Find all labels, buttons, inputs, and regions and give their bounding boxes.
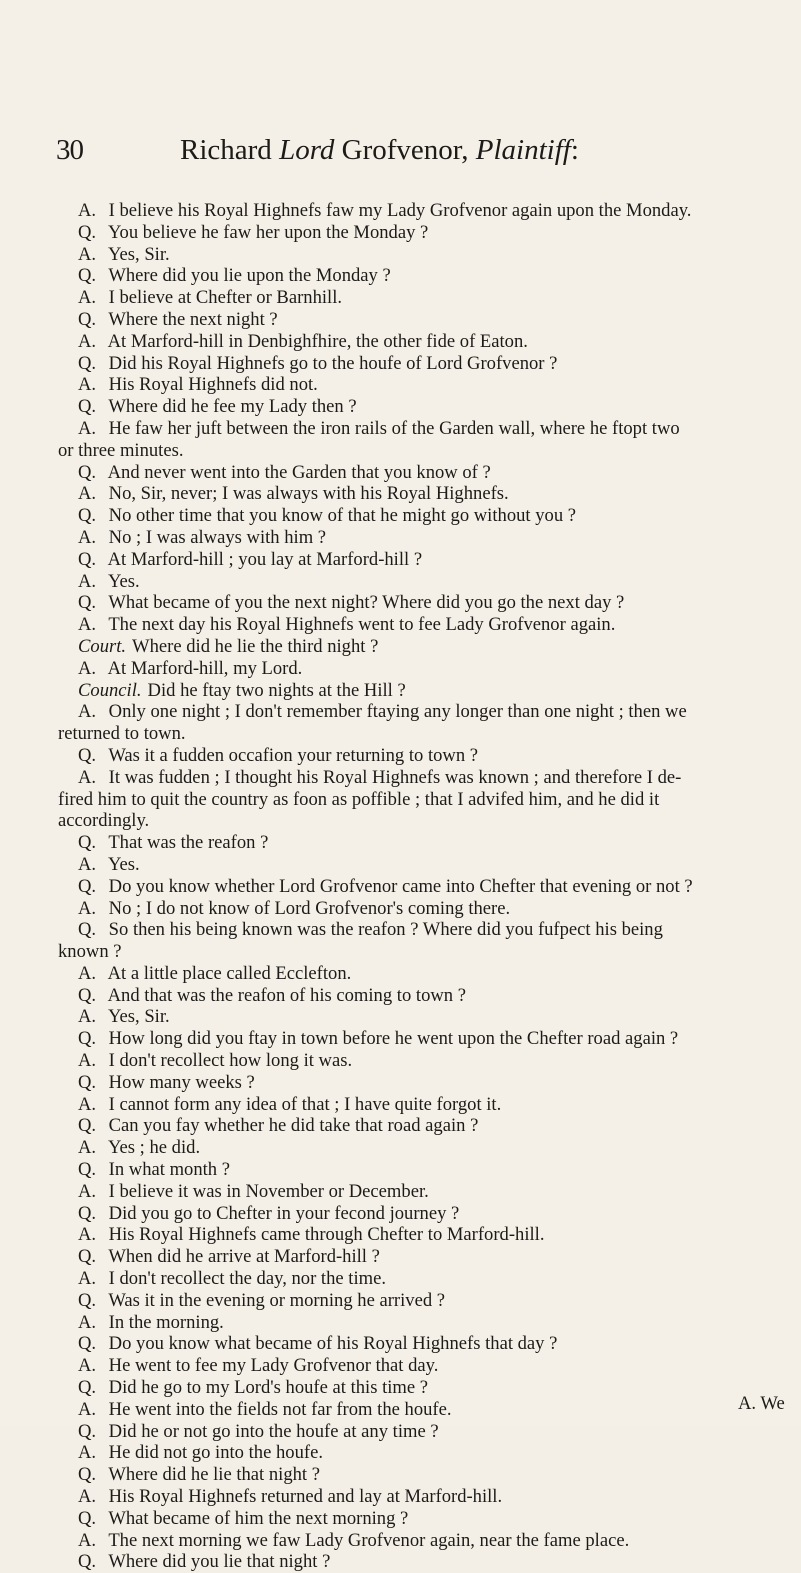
text-line [58,810,773,832]
speaker-label: Q. [78,875,97,897]
line-text: He went to fee my Lady Grofvenor that day. [108,1355,439,1377]
speaker-label: Q. [78,1464,97,1486]
line-text: The next day his Royal Highnefs went to fee Lady Grofvenor again. [108,614,616,636]
line-text: I believe his Royal Highnefs faw my Lady Grofvenor again upon the Monday. [108,200,692,221]
line-text: He went into the fields not far from the houfe. [108,1398,452,1420]
speaker-label: A. [78,200,97,221]
text-line [58,1181,773,1203]
line-text: He faw her juft between the iron rails of the Garden wall, where he ftopt two [108,417,680,439]
speaker-label: A. [78,1355,97,1377]
line-text: Only one night ; I don't remember ftaying any longer than one night ; then we [108,701,687,723]
speaker-label: Q. [78,505,97,527]
speaker-label: A. [78,962,97,984]
speaker-label: Council. [78,679,142,701]
text-line [58,1508,773,1530]
page-title [180,134,579,167]
text-line [58,789,773,811]
speaker-label: Q. [78,984,97,1006]
speaker-label: A. [78,483,97,505]
text-line [58,680,773,702]
text-line [58,1486,773,1508]
line-text: Was it in the evening or morning he arrived ? [108,1289,446,1311]
text-line [58,963,773,985]
catchword: A. We [738,1393,785,1414]
line-text: At Marford-hill, my Lord. [107,657,303,679]
text-line [58,1115,773,1137]
text-line [58,636,773,658]
text-line [58,723,773,745]
speaker-label: A. [78,526,97,548]
text-line [58,440,773,462]
text-line [58,222,773,244]
text-line [58,549,773,571]
line-text: accordingly. [58,810,150,832]
speaker-label: A. [78,1398,97,1420]
text-line [58,418,773,440]
line-text: No, Sir, never; I was always with his Royal Highnefs. [108,483,509,505]
line-text: At Marford-hill in Denbighfhire, the other fide of Eaton. [107,330,528,352]
speaker-label: A. [78,374,97,396]
text-line [58,876,773,898]
text-line [58,1072,773,1094]
line-text: No ; I was always with him ? [108,526,327,548]
title-part-2: Lord [279,134,335,166]
line-text: Did his Royal Highnefs go to the houfe of Lord Grofvenor ? [108,352,558,374]
line-text: Where did he lie the third night ? [132,635,379,657]
speaker-label: A. [78,570,97,592]
text-line [58,265,773,287]
page-number: 30 [56,134,83,166]
line-text: And that was the reafon of his coming to town ? [107,984,466,1006]
title-part-4: Plaintiff [475,134,571,166]
text-line [58,483,773,505]
speaker-label: A. [78,1442,97,1464]
speaker-label: A. [78,614,97,636]
text-line [58,527,773,549]
line-text: It was fudden ; I thought his Royal Highnefs was known ; and therefore I de- [108,766,682,788]
line-text: Did he go to my Lord's houfe at this time ? [108,1377,429,1399]
title-part-3: Grofvenor, [334,134,476,166]
text-line [58,1246,773,1268]
text-line [58,200,773,222]
text-line [58,1159,773,1181]
text-line [58,832,773,854]
speaker-label: Q. [78,1333,97,1355]
line-text: I don't recollect the day, nor the time. [108,1268,386,1290]
line-text: Where did you lie that night ? [108,1551,331,1573]
line-text: Where the next night ? [108,308,278,330]
text-line [58,287,773,309]
speaker-label: A. [78,1093,97,1115]
line-text: And never went into the Garden that you know of ? [107,461,491,483]
text-line [58,505,773,527]
line-text: Did he or not go into the houfe at any time ? [108,1420,439,1442]
running-head [56,134,756,174]
text-line [58,1028,773,1050]
speaker-label: Q. [78,1289,97,1311]
text-line [58,1377,773,1399]
line-text: Yes. [107,570,140,592]
text-line [58,745,773,767]
text-line [58,1268,773,1290]
speaker-label: Q. [78,1071,97,1093]
line-text: He did not go into the houfe. [108,1442,323,1464]
speaker-label: Q. [78,396,97,418]
line-text: I don't recollect how long it was. [108,1050,353,1072]
text-line [58,1224,773,1246]
line-text: Where did he fee my Lady then ? [108,396,357,418]
speaker-label: A. [78,853,97,875]
text-line [58,331,773,353]
testimony-text [58,200,773,1573]
text-line [58,1050,773,1072]
text-line [58,1464,773,1486]
text-line [58,898,773,920]
text-line [58,1137,773,1159]
speaker-label: Q. [78,1202,97,1224]
speaker-label: A. [78,243,97,265]
line-text: Did he ftay two nights at the Hill ? [147,679,406,701]
speaker-label: A. [78,330,97,352]
line-text: In what month ? [108,1159,231,1181]
line-text: You believe he faw her upon the Monday ? [107,221,429,243]
text-line [58,767,773,789]
text-line [58,1399,773,1421]
text-line [58,244,773,266]
speaker-label: A. [78,657,97,679]
line-text: What became of you the next night? Where did you go the next day ? [108,592,625,614]
speaker-label: Q. [78,919,97,941]
text-line [58,1203,773,1225]
speaker-label: A. [78,1006,97,1028]
speaker-label: Court. [78,635,127,657]
text-line [58,1312,773,1334]
line-text: Where did he lie that night ? [108,1464,320,1486]
line-text: How long did you ftay in town before he went upon the Chefter road again ? [108,1028,679,1050]
speaker-label: Q. [78,592,97,614]
line-text: Yes, Sir. [107,1006,170,1028]
speaker-label: A. [78,1050,97,1072]
line-text: I believe it was in November or December. [108,1180,429,1202]
line-text: No ; I do not know of Lord Grofvenor's coming there. [108,897,511,919]
text-line [58,1333,773,1355]
text-line [58,1551,773,1573]
line-text: or three minutes. [58,439,184,461]
line-text: What became of him the next morning ? [108,1507,409,1529]
speaker-label: A. [78,897,97,919]
speaker-label: A. [78,1486,97,1508]
line-text: Yes. [107,853,140,875]
speaker-label: Q. [78,1507,97,1529]
speaker-label: Q. [78,1551,97,1573]
speaker-label: Q. [78,1115,97,1137]
line-text: His Royal Highnefs did not. [108,374,318,396]
speaker-label: Q. [78,221,97,243]
line-text: returned to town. [58,723,186,745]
line-text: Do you know whether Lord Grofvenor came into Chefter that evening or not ? [108,875,693,897]
text-line [58,1355,773,1377]
text-line [58,1094,773,1116]
speaker-label: A. [78,1180,97,1202]
title-part-5: : [570,134,579,166]
line-text: When did he arrive at Marford-hill ? [108,1246,380,1268]
text-line [58,658,773,680]
line-text: I believe at Chefter or Barnhill. [108,287,343,309]
line-text: So then his being known was the reafon ? Where did you fufpect his being [108,919,663,941]
speaker-label: A. [78,766,97,788]
line-text: Did you go to Chefter in your fecond journey ? [108,1202,460,1224]
line-text: Was it a fudden occafion your returning to town ? [108,744,479,766]
line-text: His Royal Highnefs came through Chefter to Marford-hill. [108,1224,545,1246]
text-line [58,353,773,375]
line-text: known ? [58,941,122,963]
text-line [58,396,773,418]
speaker-label: Q. [78,1246,97,1268]
line-text: Can you fay whether he did take that road again ? [108,1115,479,1137]
speaker-label: Q. [78,1028,97,1050]
text-line [58,462,773,484]
speaker-label: Q. [78,461,97,483]
line-text: fired him to quit the country as foon as poffible ; that I advifed him, and he did it [58,788,660,810]
speaker-label: Q. [78,548,97,570]
text-line [58,985,773,1007]
speaker-label: Q. [78,265,97,287]
text-line [58,919,773,941]
line-text: Do you know what became of his Royal Highnefs that day ? [108,1333,558,1355]
text-line [58,854,773,876]
text-line [58,701,773,723]
line-text: I cannot form any idea of that ; I have quite forgot it. [108,1093,502,1115]
text-line [58,1421,773,1443]
speaker-label: A. [78,287,97,309]
line-text: His Royal Highnefs returned and lay at Marford-hill. [108,1486,503,1508]
text-line [58,941,773,963]
text-line [58,1006,773,1028]
line-text: Yes ; he did. [107,1137,201,1159]
line-text: Yes, Sir. [107,243,170,265]
speaker-label: Q. [78,1159,97,1181]
text-line [58,309,773,331]
text-line [58,1290,773,1312]
line-text: That was the reafon ? [108,832,269,854]
speaker-label: Q. [78,832,97,854]
speaker-label: A. [78,1311,97,1333]
speaker-label: Q. [78,1420,97,1442]
speaker-label: A. [78,1529,97,1551]
speaker-label: A. [78,701,97,723]
speaker-label: Q. [78,308,97,330]
line-text: At Marford-hill ; you lay at Marford-hill ? [107,548,423,570]
line-text: At a little place called Ecclefton. [107,962,352,984]
speaker-label: Q. [78,1377,97,1399]
text-line [58,1530,773,1552]
speaker-label: A. [78,1224,97,1246]
speaker-label: Q. [78,352,97,374]
line-text: The next morning we faw Lady Grofvenor again, near the fame place. [108,1529,630,1551]
line-text: Where did you lie upon the Monday ? [108,265,391,287]
line-text: In the morning. [108,1311,224,1333]
line-text: No other time that you know of that he might go without you ? [108,505,577,527]
speaker-label: A. [78,1268,97,1290]
text-line [58,374,773,396]
text-line [58,592,773,614]
text-line [58,1442,773,1464]
text-line [58,571,773,593]
speaker-label: Q. [78,744,97,766]
speaker-label: A. [78,417,97,439]
line-text: How many weeks ? [108,1071,255,1093]
title-part-1: Richard [180,134,280,166]
speaker-label: A. [78,1137,97,1159]
text-line [58,614,773,636]
